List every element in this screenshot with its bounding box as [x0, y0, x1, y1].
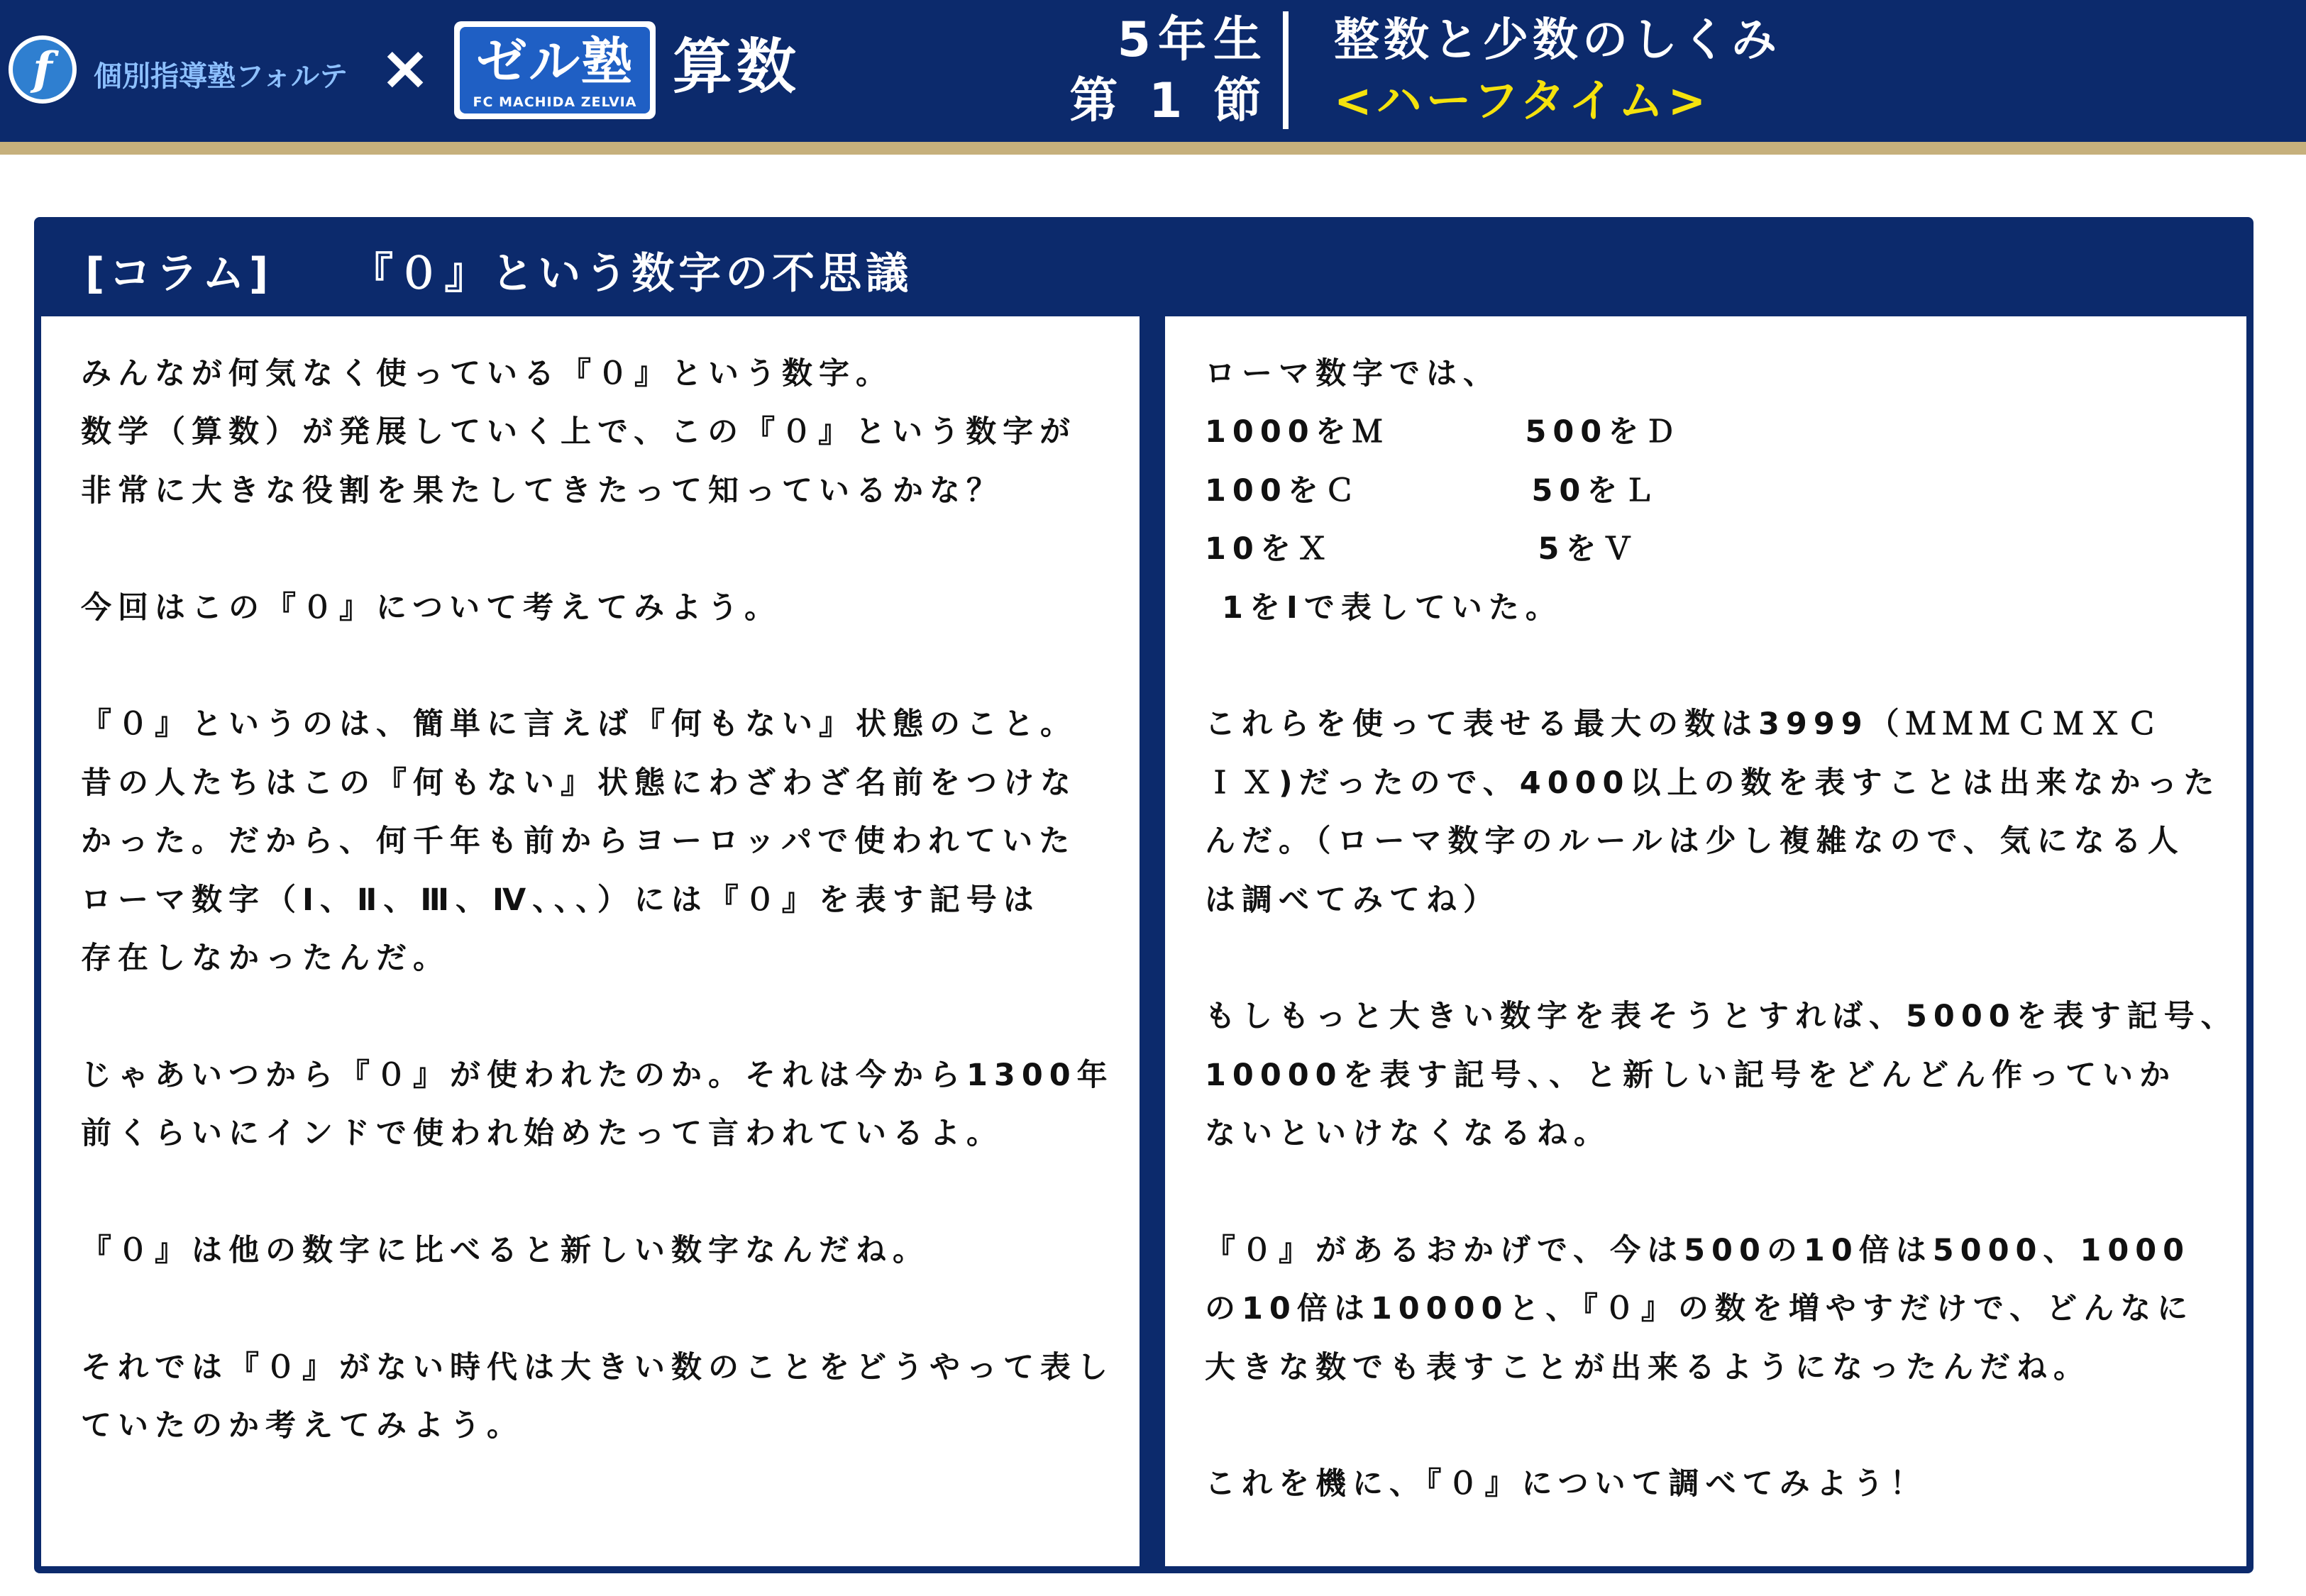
collab-cross-mark: × [380, 33, 431, 104]
blank-line [1205, 637, 2238, 695]
text-line: 大きな数でも表すことが出来るようになったんだね。 [1205, 1349, 2090, 1385]
text-line: 今回はこの『０』について考えてみよう。 [81, 589, 782, 626]
text-line: 100をＣ 50をＬ [1205, 472, 1661, 509]
left-text-panel [41, 316, 1140, 1566]
forte-school-name: 個別指導塾フォルテ [94, 60, 348, 93]
text-line: それでは『０』がない時代は大きい数のことをどうやって表し [81, 1349, 1114, 1385]
text-line: 昔の人たちはこの『何もない』状態にわざわざ名前をつけな [81, 765, 1077, 801]
text-line: は調べてみてね） [1205, 882, 1500, 918]
text-line: ＩＸ)だったので、4000以上の数を表すことは出来なかった [1205, 765, 2221, 801]
text-line: ていたのか考えてみよう。 [81, 1408, 524, 1444]
header-divider [1283, 11, 1289, 129]
unit-title: 整数と少数のしくみ [1334, 14, 1781, 67]
column-label: [コラム] [85, 249, 273, 299]
section-label: 第 1 節 [1069, 73, 1269, 129]
right-text-body [1205, 345, 2238, 1514]
unit-subtitle: <ハーフタイム> [1334, 75, 1711, 128]
text-line: みんなが何気なく使っている『０』という数字。 [81, 356, 893, 392]
zeljuku-logo [454, 21, 656, 119]
column-card [34, 217, 2253, 1573]
text-line: ローマ数字（Ⅰ、Ⅱ、Ⅲ、Ⅳ、、、）には『０』を表す記号は [81, 882, 1040, 918]
right-text-panel [1165, 316, 2246, 1566]
text-line: じゃあいつから『０』が使われたのか。それは今から1300年 [81, 1057, 1114, 1093]
text-line: 非常に大きな役割を果たしてきたって知っているかな？ [81, 472, 1003, 509]
text-line: 1をⅠで表していた。 [1205, 589, 1562, 626]
header-gold-stripe [0, 142, 2306, 155]
grade-section-block [1069, 10, 1269, 132]
text-line: 『０』は他の数字に比べると新しい数字なんだね。 [81, 1232, 929, 1268]
text-line: 前くらいにインドで使われ始めたって言われているよ。 [81, 1116, 1003, 1152]
text-line: 存在しなかったんだ。 [81, 940, 450, 976]
column-heading [85, 245, 912, 302]
column-title: 『０』という数字の不思議 [351, 249, 913, 299]
text-line: もしもっと大きい数字を表そうとすれば、5000を表す記号、 [1205, 999, 2238, 1035]
header-bar [0, 0, 2306, 142]
text-line: かった。だから、何千年も前からヨーロッパで使われていた [81, 824, 1076, 860]
zeljuku-logo-subtext: FC MACHIDA ZELVIA [473, 94, 637, 110]
blank-line [1205, 929, 2238, 987]
text-line: 1000をＭ 500をＤ [1205, 414, 1682, 450]
blank-line [81, 1280, 1114, 1338]
text-line: んだ。（ローマ数字のルールは少し複雑なので、気になる人 [1205, 824, 2185, 860]
zeljuku-logo-text: ゼル塾 [475, 32, 634, 92]
text-line: ローマ数字では、 [1205, 356, 1500, 392]
text-line: 10000を表す記号、、と新しい記号をどんどん作っていか [1205, 1057, 2177, 1093]
text-line: 数学（算数）が発展していく上で、この『０』という数字が [81, 414, 1077, 450]
blank-line [81, 520, 1114, 578]
text-line: これを機に、『０』について調べてみよう！ [1205, 1466, 1927, 1502]
forte-logo-icon [9, 35, 77, 104]
left-text-body [81, 345, 1114, 1455]
blank-line [1205, 1163, 2238, 1221]
text-line: これらを使って表せる最大の数は3999（ＭＭＭＣＭＸＣ [1205, 706, 2164, 743]
text-line: 『０』というのは、簡単に言えば『何もない』状態のこと。 [81, 706, 1077, 743]
text-line: 『０』があるおかげで、今は500の10倍は5000、1000 [1205, 1232, 2191, 1268]
blank-line [81, 637, 1114, 695]
blank-line [81, 987, 1114, 1046]
blank-line [1205, 1397, 2238, 1455]
forte-logo-glyph: f [33, 43, 53, 96]
text-line: の10倍は10000と、『０』の数を増やすだけで、どんなに [1205, 1291, 2195, 1327]
zeljuku-logo-badge [460, 27, 650, 113]
subject-label: 算数 [673, 32, 801, 101]
text-line: 10をＸ 5をＶ [1205, 531, 1640, 567]
blank-line [81, 1163, 1114, 1221]
grade-label: 5年生 [1117, 12, 1269, 68]
text-line: ないといけなくなるね。 [1205, 1116, 1611, 1152]
